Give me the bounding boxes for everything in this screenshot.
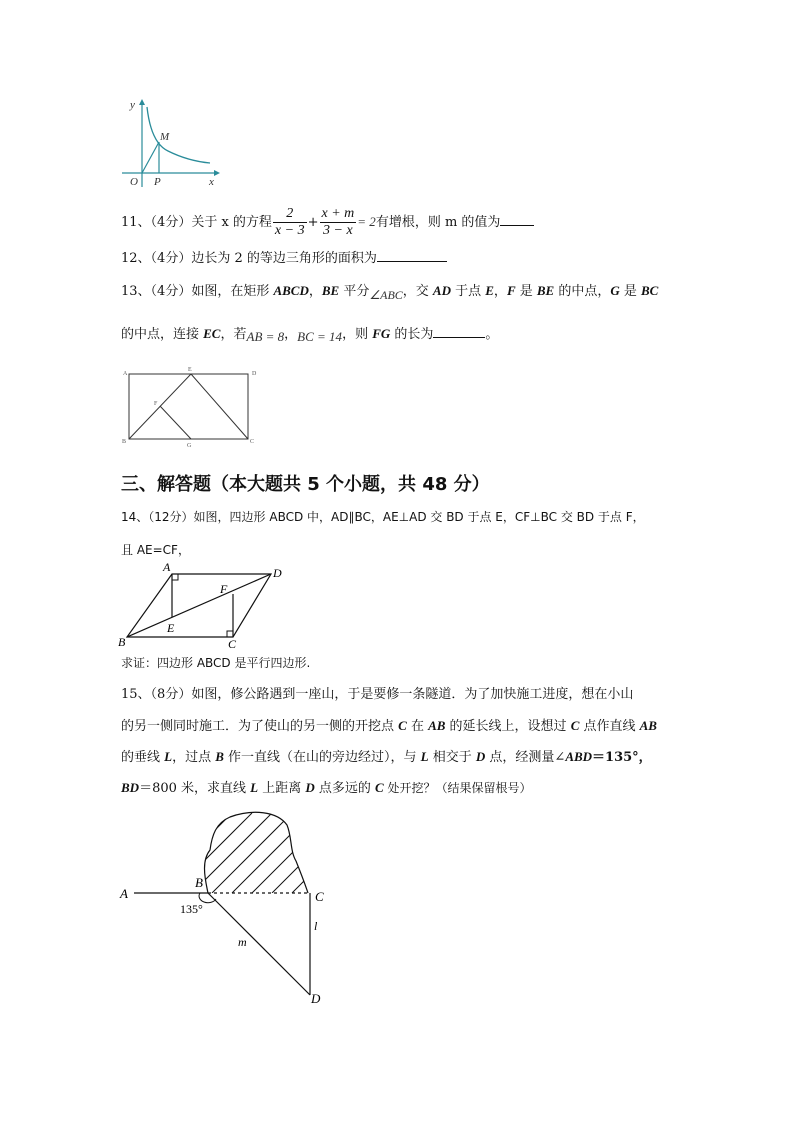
right-angle-a (172, 574, 178, 580)
parallelogram-figure (116, 560, 296, 652)
q15-text: 相交于 (428, 750, 476, 765)
q13-var: BC (641, 283, 659, 298)
q13-answer-blank[interactable] (433, 325, 485, 338)
q13-var: AD (432, 283, 451, 298)
question-15-line-2 (121, 717, 657, 736)
q13-var: F (506, 283, 516, 298)
q11-fraction-2 (320, 206, 357, 239)
q15-text: 点，经测量∠ (485, 750, 566, 765)
label-y: y (130, 99, 135, 111)
q15-var: B (215, 749, 224, 764)
q11-f1-numerator: 2 (273, 206, 307, 223)
q13-text: 平分 (339, 284, 370, 299)
q13-var: BE (321, 283, 340, 298)
label-f: F (220, 582, 228, 596)
q15-text: ＝800 米，求直线 (139, 781, 251, 796)
label-d: D (252, 371, 257, 377)
q12-text: 12、（4分）边长为 2 的等边三角形的面积为 (121, 251, 377, 266)
q15-var: BD (121, 780, 140, 795)
label-c: C (250, 439, 255, 445)
q13-bc-value: BC = 14 (297, 329, 343, 344)
label-e: E (167, 621, 175, 635)
q15-text: 在 (406, 719, 429, 734)
label-e: E (188, 367, 192, 373)
q11-plus: + (307, 215, 319, 230)
rectangle-figure (121, 365, 261, 450)
q15-text: 处开挖？（结果保留根号） (383, 781, 532, 795)
q15-var: L (250, 780, 259, 795)
q13-text: ， (308, 284, 322, 299)
label-c: C (315, 889, 324, 904)
q15-var: L (164, 749, 173, 764)
q13-text: ，则 (342, 327, 373, 342)
q11-equals: = 2 (357, 214, 376, 229)
q15-text: 的延长线上，设想过 (445, 719, 571, 734)
question-12 (121, 249, 447, 268)
q13-var: BE (536, 283, 555, 298)
q13-var: EC (203, 326, 221, 341)
q13-var: E (485, 283, 494, 298)
question-14-line-2: 且 AE=CF， (121, 543, 190, 557)
q13-ab-value: AB = 8 (246, 329, 285, 344)
q13-text: 的中点，连接 (121, 327, 204, 342)
q15-text: 作一直线（在山的旁边经过），与 (223, 750, 421, 765)
q15-var: AB (639, 718, 657, 733)
mountain-outline (205, 812, 309, 893)
question-15-line-3 (121, 748, 652, 767)
label-b: B (195, 875, 203, 890)
section-3-heading: 三、解答题（本大题共 5 个小题，共 48 分） (121, 474, 490, 495)
mountain-hatching (152, 813, 337, 893)
q11-prefix: 11、（4分）关于 x 的方程 (121, 215, 272, 230)
q13-var: FG (372, 326, 391, 341)
label-l: l (314, 919, 318, 933)
question-15-line-1: 15、（8分）如图，修公路遇到一座山，于是要修一条隧道．为了加快施工进度，想在小山 (121, 687, 634, 702)
q15-var: AB (428, 718, 446, 733)
q15-var: C (375, 780, 384, 795)
segment-om (142, 142, 159, 173)
q13-var: G (610, 283, 620, 298)
q15-text: 点多远的 (314, 781, 376, 796)
label-m: M (160, 131, 170, 143)
q15-text: 的另一侧同时施工．为了使山的另一侧的开挖点 (121, 719, 399, 734)
q13-text: ，交 (402, 284, 433, 299)
label-a: A (123, 371, 128, 377)
label-a: A (120, 886, 128, 901)
label-d: D (311, 991, 321, 1006)
q13-angle: ∠ABC (369, 288, 403, 302)
question-14-proof: 求证：四边形 ABCD 是平行四边形. (121, 656, 311, 670)
label-f: F (154, 401, 158, 407)
q13-text: 13、（4分）如图，在矩形 (121, 284, 274, 299)
label-b: B (122, 439, 127, 445)
label-o: O (130, 176, 138, 188)
q15-text: 上距离 (258, 781, 306, 796)
q15-text: 的垂线 (121, 750, 165, 765)
diagonal-bd (127, 574, 271, 637)
q13-text: 。 (485, 327, 499, 342)
q11-f1-denominator: x − 3 (274, 223, 305, 238)
q15-text: ＝135°， (592, 750, 652, 765)
segment-ec (191, 374, 248, 439)
label-p: P (154, 176, 161, 188)
q13-text: 的中点， (554, 284, 611, 299)
label-g: G (187, 443, 192, 449)
q11-fraction-1 (273, 206, 307, 239)
question-13-line-1 (121, 282, 658, 301)
segment-fg (160, 406, 191, 439)
q13-text: ， (284, 327, 298, 342)
tunnel-figure (112, 805, 337, 1010)
q11-suffix: 有增根，则 m 的值为 (375, 215, 501, 230)
q15-var: ABD (565, 749, 593, 764)
q15-var: C (398, 718, 407, 733)
q13-text: 是 (619, 284, 642, 299)
label-x: x (209, 176, 214, 188)
q15-var: L (420, 749, 429, 764)
q15-text: 点作直线 (579, 719, 640, 734)
q11-f2-numerator: x + m (321, 206, 355, 221)
label-a: A (163, 560, 171, 574)
q13-text: 是 (515, 284, 537, 299)
q13-text: 于点 (450, 284, 486, 299)
x-axis-arrow (214, 170, 220, 176)
q13-text: ， (493, 284, 507, 299)
q15-var: C (570, 718, 580, 733)
q15-text: ，过点 (172, 750, 216, 765)
question-11 (121, 203, 534, 242)
q13-text: 的长为 (390, 327, 434, 342)
function-graph (118, 95, 223, 190)
question-15-line-4 (121, 779, 532, 798)
hyperbola-curve (147, 107, 210, 163)
question-14-line-1: 14、（12分）如图，四边形 ABCD 中，AD∥BC，AE⊥AD 交 BD 于点 E，CF⊥BC 交 BD 于点 F， (121, 510, 645, 524)
label-c: C (228, 637, 237, 651)
q15-var: D (475, 749, 486, 764)
q15-var: D (305, 780, 315, 795)
q13-text: ，若 (220, 327, 247, 342)
label-angle: 135° (180, 902, 203, 916)
label-b: B (118, 635, 126, 649)
q11-f2-denominator: 3 − x (323, 223, 353, 238)
line-bd (208, 893, 310, 995)
q12-answer-blank[interactable] (377, 249, 447, 262)
q13-var: ABCD (273, 283, 309, 298)
q11-answer-blank[interactable] (500, 213, 534, 226)
question-13-line-2 (121, 325, 498, 344)
rectangle-abcd (129, 374, 248, 439)
y-axis-arrow (139, 99, 145, 105)
label-d: D (273, 566, 282, 580)
label-m: m (238, 935, 247, 949)
